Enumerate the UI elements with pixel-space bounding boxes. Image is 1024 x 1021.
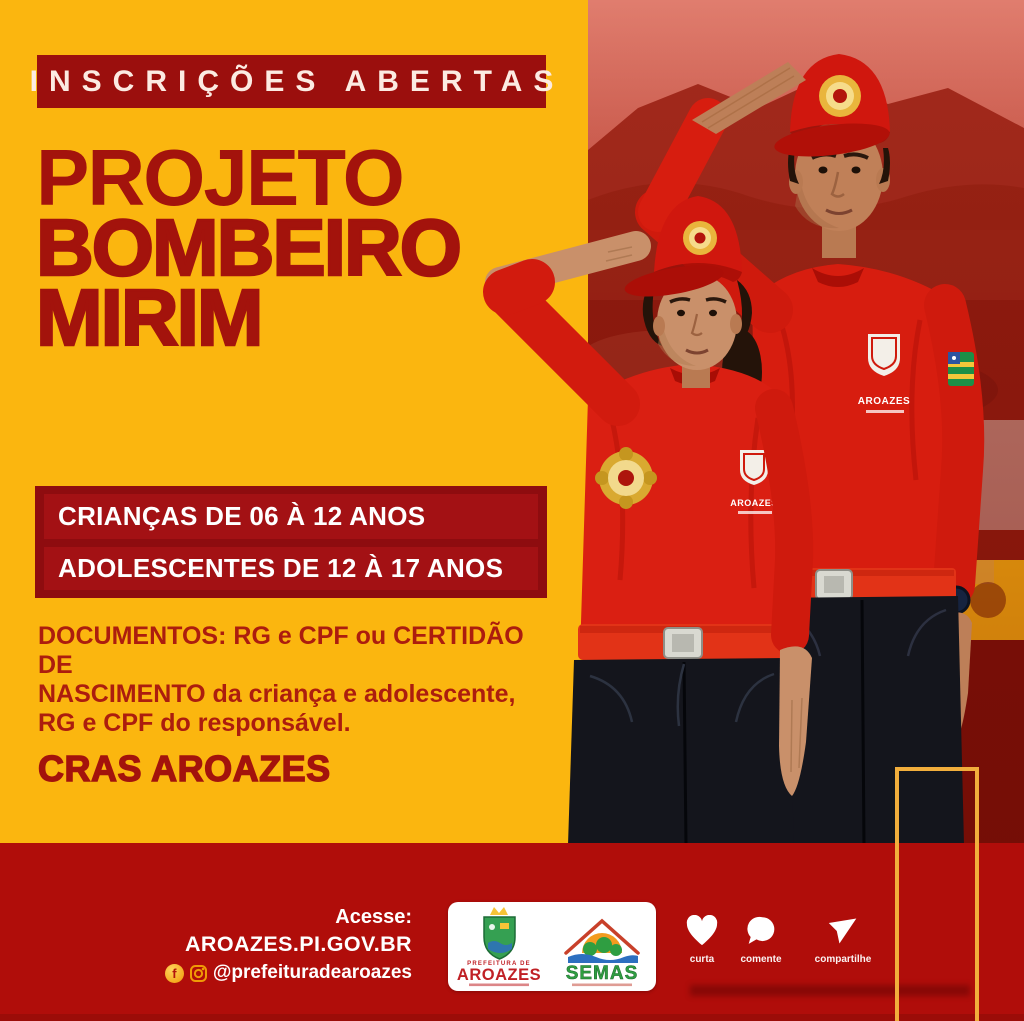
cap-badge-icon — [683, 221, 717, 255]
social-actions — [678, 914, 890, 965]
prefeitura-top-text: PREFEITURA DE — [467, 960, 532, 967]
action-comment — [726, 914, 796, 965]
age-groups-block — [35, 486, 547, 598]
social-handle-text: @prefeituradearoazes — [212, 962, 412, 983]
comment-icon — [745, 914, 778, 948]
action-like — [678, 914, 726, 965]
semas-logo — [552, 905, 652, 989]
age-group-teens — [44, 547, 538, 590]
title-line-1: PROJETO — [36, 133, 403, 222]
banner-text: INSCRIÇÕES ABERTAS — [29, 64, 565, 98]
action-like-label: curta — [689, 954, 715, 965]
action-comment-label: comente — [740, 954, 782, 965]
logo-box — [448, 902, 656, 991]
access-block — [150, 906, 412, 984]
footer-bar — [0, 843, 1024, 1021]
age-group-children — [44, 494, 538, 539]
open-enrollment-banner — [29, 55, 565, 108]
access-label: Acesse: — [335, 906, 412, 928]
action-share-label: compartilhe — [814, 954, 872, 965]
social-handle-row — [150, 962, 412, 984]
prefeitura-aroazes-logo — [452, 905, 547, 989]
share-icon — [827, 914, 859, 948]
title-line-2: BOMBEIRO — [36, 203, 460, 292]
prefeitura-name-text: AROAZES — [457, 965, 542, 984]
website-text: AROAZES.PI.GOV.BR — [184, 932, 412, 956]
documents-line-1: DOCUMENTOS: RG e CPF ou CERTIDÃO DE — [38, 622, 524, 679]
piaui-flag-patch — [948, 352, 974, 386]
boy-shirt-text: AROAZES — [857, 396, 911, 407]
girl-shirt-text: AROAZES — [730, 498, 778, 508]
semas-name-text: SEMAS — [565, 962, 639, 984]
instagram-icon — [189, 964, 208, 983]
documents-label: DOCUMENTOS: — [38, 622, 227, 650]
title-line-3: MIRIM — [36, 273, 262, 362]
documents-line-3: RG e CPF do responsável. — [38, 709, 351, 737]
age-group-children-text: CRIANÇAS DE 06 À 12 ANOS — [58, 501, 426, 531]
footer-bottom-edge-decoration — [0, 1014, 1024, 1021]
yellow-frame-decoration — [895, 767, 979, 1021]
age-group-teens-text: ADOLESCENTES DE 12 À 17 ANOS — [58, 553, 504, 583]
cap-badge-icon — [819, 75, 861, 117]
documents-paragraph — [38, 622, 562, 738]
heart-icon — [685, 914, 719, 948]
poster-title — [36, 133, 460, 362]
facebook-icon: f — [165, 964, 184, 983]
action-share — [796, 914, 890, 965]
location-text: CRAS AROAZES — [38, 748, 331, 789]
documents-line-2: NASCIMENTO da criança e adolescente, — [38, 680, 516, 708]
